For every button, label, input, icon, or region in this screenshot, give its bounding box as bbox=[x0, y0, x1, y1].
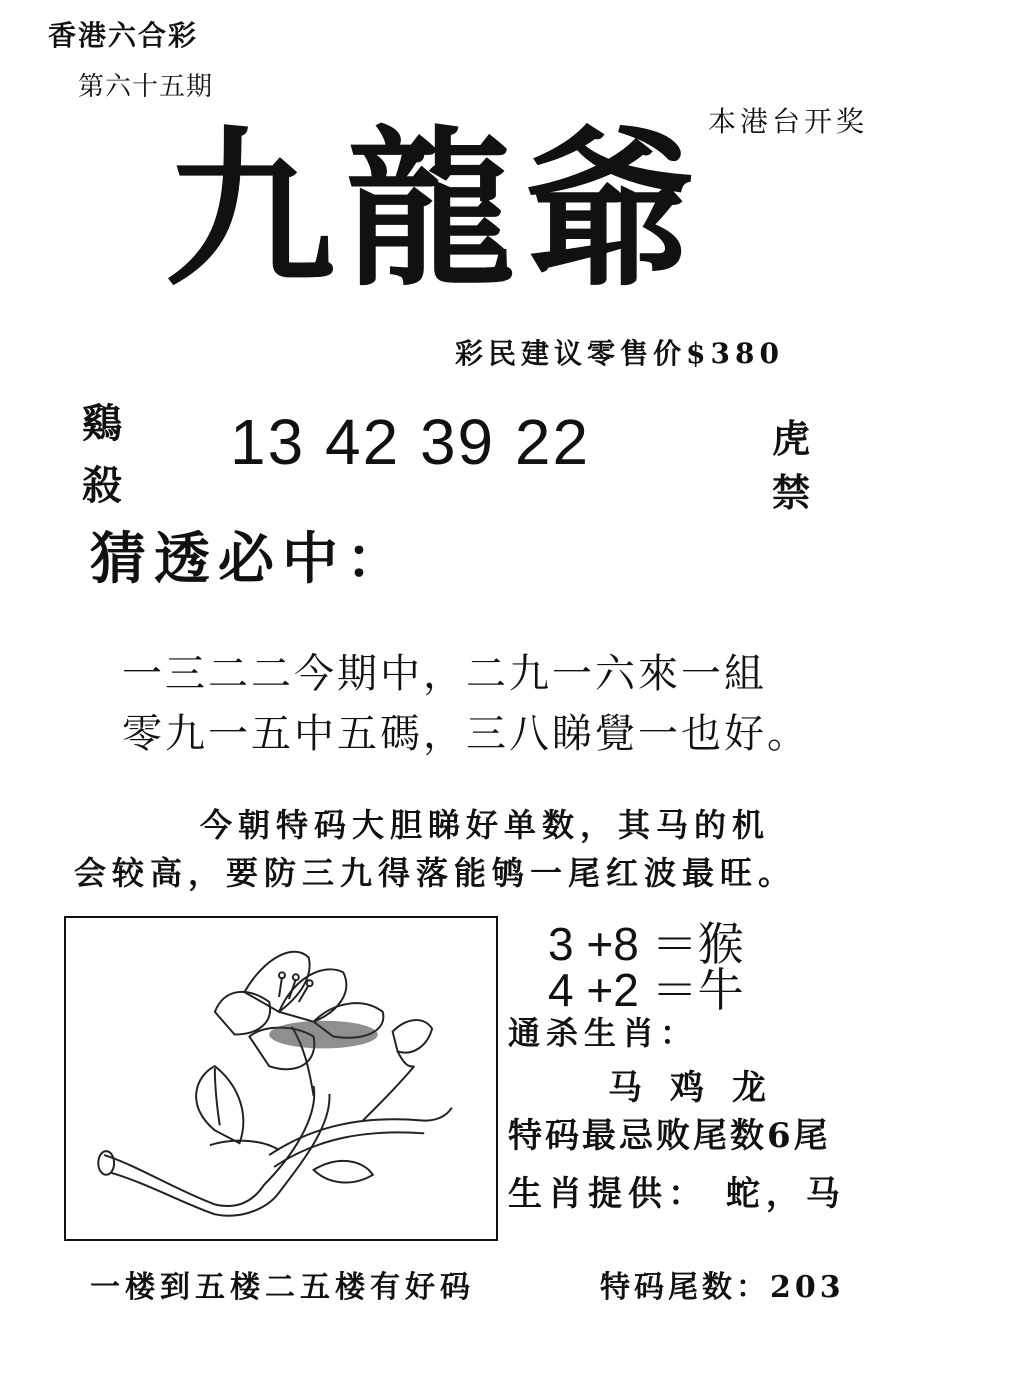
floor-tip: 一楼到五楼二五楼有好码 bbox=[90, 1270, 475, 1305]
zodiac-provided: 生肖提供： 蛇，马 bbox=[508, 1174, 846, 1214]
page-title: 九龍爺 bbox=[165, 110, 706, 310]
flower-illustration bbox=[64, 916, 498, 1241]
kill-zodiac-label: 通杀生肖： bbox=[508, 1014, 699, 1052]
zodiac-equation: 4 +2 ＝牛 bbox=[548, 964, 744, 1016]
draw-note: 本港台开奖 bbox=[708, 105, 869, 138]
retail-price: 彩民建议零售价$380 bbox=[455, 337, 784, 370]
zodiac-equation: 3 +8 ＝猴 bbox=[548, 918, 744, 970]
kill-label-top: 鷄 bbox=[82, 400, 122, 447]
avoid-tail-note: 特码最忌败尾数6尾 bbox=[508, 1116, 831, 1156]
tip-paragraph-line: 会较高，要防三九得落能鸲一尾红波最旺。 bbox=[74, 854, 797, 892]
tail-numbers: 特码尾数：203 bbox=[600, 1270, 845, 1305]
ban-label-top: 虎 bbox=[772, 416, 811, 461]
magnolia-branch-drawing bbox=[66, 918, 496, 1239]
poem-line: 零九一五中五碼，三八睇覺一也好。 bbox=[122, 711, 810, 757]
issue-number: 第六十五期 bbox=[78, 72, 214, 102]
guess-heading: 猜透必中： bbox=[90, 526, 410, 592]
poem-line: 一三二二今期中，二九一六來一組 bbox=[122, 651, 767, 697]
kill-zodiac-list: 马鸡龙 bbox=[608, 1068, 794, 1108]
publication-name: 香港六合彩 bbox=[48, 19, 199, 52]
kill-label-bottom: 殺 bbox=[82, 462, 122, 509]
featured-numbers: 13 42 39 22 bbox=[230, 406, 591, 478]
ban-label-bottom: 禁 bbox=[772, 470, 811, 515]
tip-paragraph-line: 今朝特码大胆睇好单数，其马的机 bbox=[200, 806, 771, 844]
